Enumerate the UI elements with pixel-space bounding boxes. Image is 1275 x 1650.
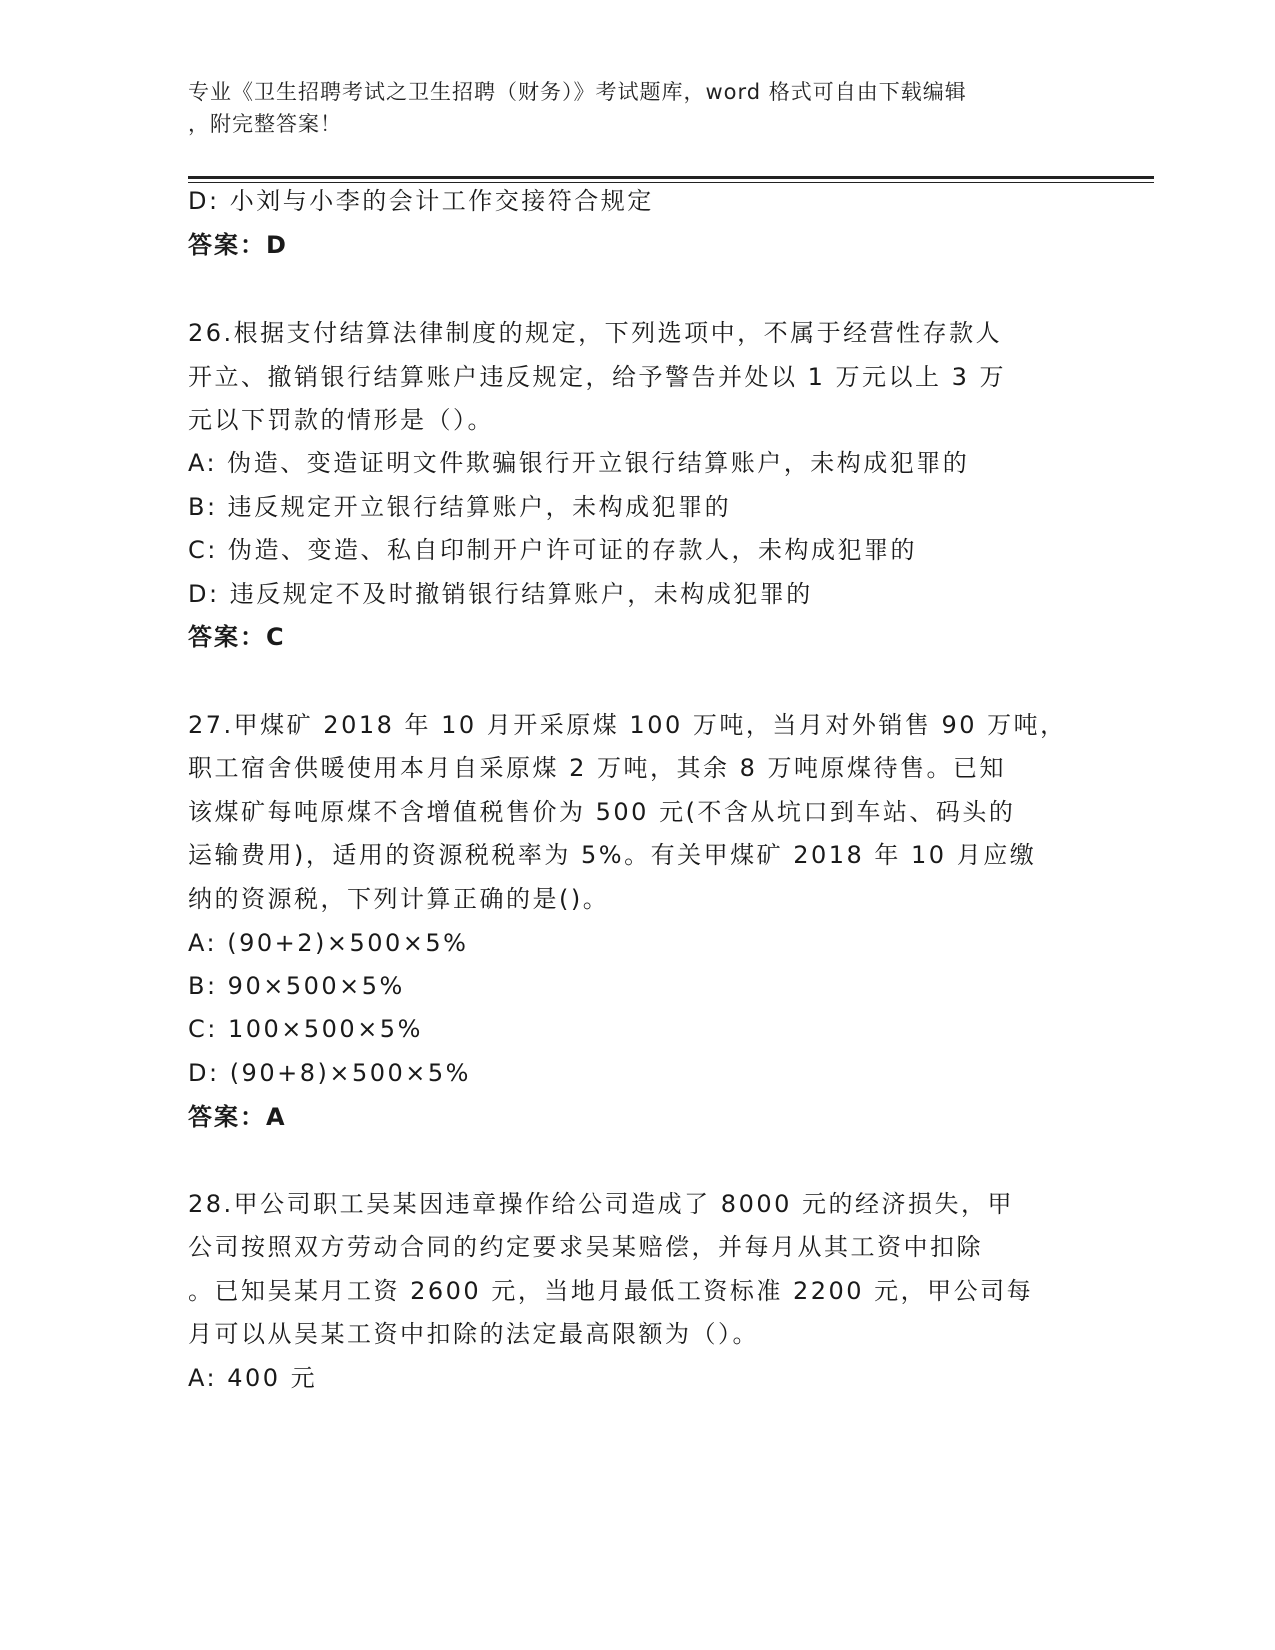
q26-option-b: B: 违反规定开立银行结算账户，未构成犯罪的 bbox=[188, 493, 732, 521]
q27-stem-line-5: 纳的资源税，下列计算正确的是()。 bbox=[188, 885, 610, 913]
header-subtitle-line: ，附完整答案！ bbox=[188, 112, 342, 136]
q28-stem-line-2: 公司按照双方劳动合同的约定要求吴某赔偿，并每月从其工资中扣除 bbox=[188, 1233, 983, 1261]
q27-stem-line-4: 运输费用)，适用的资源税税率为 5%。有关甲煤矿 2018 年 10 月应缴 bbox=[188, 841, 1037, 869]
q27-option-b: B: 90×500×5% bbox=[188, 972, 405, 1000]
q27-stem-line-2: 职工宿舍供暖使用本月自采原煤 2 万吨，其余 8 万吨原煤待售。已知 bbox=[188, 754, 1007, 782]
q26-option-c: C: 伪造、变造、私自印制开户许可证的存款人，未构成犯罪的 bbox=[188, 536, 917, 564]
header-divider-thin bbox=[188, 182, 1154, 183]
q27-option-a: A: (90+2)×500×5% bbox=[188, 929, 469, 957]
q26-option-a: A: 伪造、变造证明文件欺骗银行开立银行结算账户，未构成犯罪的 bbox=[188, 449, 970, 477]
prev-question-answer: 答案：D bbox=[188, 231, 288, 259]
q26-stem-line-1: 26.根据支付结算法律制度的规定，下列选项中，不属于经营性存款人 bbox=[188, 319, 1003, 347]
q28-option-a: A: 400 元 bbox=[188, 1364, 318, 1392]
q26-answer: 答案：C bbox=[188, 623, 286, 651]
q26-stem-line-3: 元以下罚款的情形是（）。 bbox=[188, 406, 494, 434]
q27-option-c: C: 100×500×5% bbox=[188, 1015, 423, 1043]
prev-question-option-d: D: 小刘与小李的会计工作交接符合规定 bbox=[188, 187, 654, 215]
header-title-line: 专业《卫生招聘考试之卫生招聘（财务）》考试题库，word 格式可自由下载编辑 bbox=[188, 80, 967, 104]
q27-stem-line-3: 该煤矿每吨原煤不含增值税售价为 500 元(不含从坑口到车站、码头的 bbox=[188, 798, 1016, 826]
q27-stem-line-1: 27.甲煤矿 2018 年 10 月开采原煤 100 万吨，当月对外销售 90 万吨， bbox=[188, 711, 1067, 739]
q28-stem-line-3: 。已知吴某月工资 2600 元，当地月最低工资标准 2200 元，甲公司每 bbox=[188, 1277, 1034, 1305]
q26-stem-line-2: 开立、撤销银行结算账户违反规定，给予警告并处以 1 万元以上 3 万 bbox=[188, 363, 1007, 391]
q28-stem-line-4: 月可以从吴某工资中扣除的法定最高限额为（）。 bbox=[188, 1320, 759, 1348]
q28-stem-line-1: 28.甲公司职工吴某因违章操作给公司造成了 8000 元的经济损失，甲 bbox=[188, 1190, 1015, 1218]
q26-option-d: D: 违反规定不及时撤销银行结算账户，未构成犯罪的 bbox=[188, 580, 813, 608]
q27-answer: 答案：A bbox=[188, 1103, 287, 1131]
q27-option-d: D: (90+8)×500×5% bbox=[188, 1059, 471, 1087]
page-header bbox=[188, 76, 1088, 140]
header-divider-thick bbox=[188, 176, 1154, 179]
